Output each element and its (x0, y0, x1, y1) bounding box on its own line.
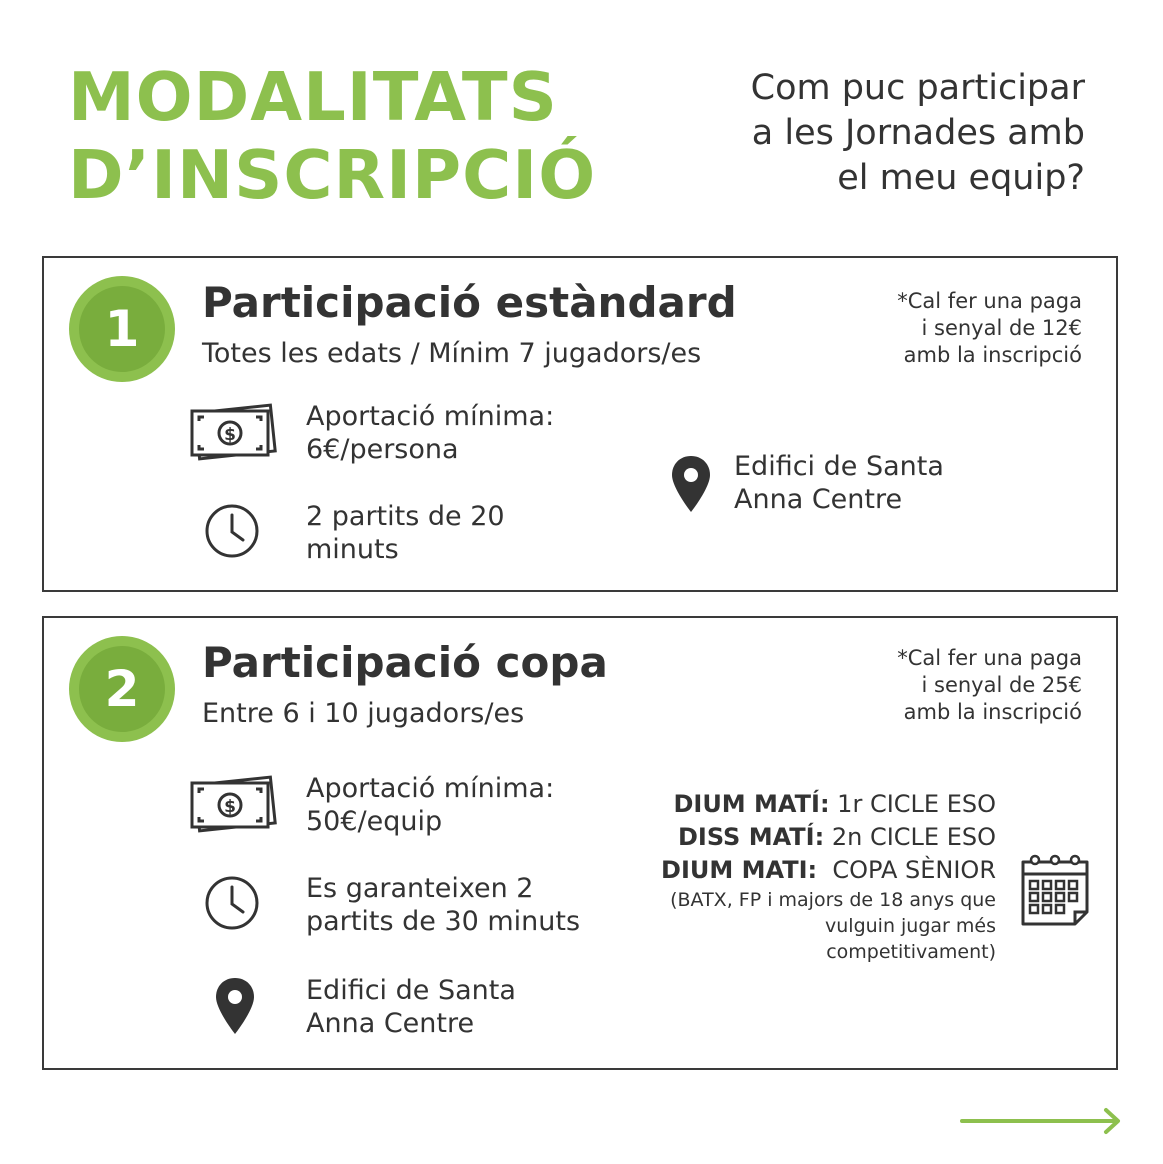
clock-icon (204, 503, 260, 559)
schedule (661, 788, 996, 965)
schedule-note-line-1: (BATX, FP i majors de 18 anys que (670, 889, 996, 911)
note-line-1: *Cal fer una paga (897, 289, 1082, 313)
money-line-1: Aportació mínima: (306, 401, 555, 432)
schedule-day: DISS MATÍ: (678, 823, 825, 851)
schedule-row (661, 821, 996, 854)
location-line-1: Edifici de Santa (306, 975, 516, 1006)
time-line-1: 2 partits de 20 (306, 501, 505, 532)
location (306, 974, 516, 1040)
question-line-1: Com puc participar (750, 68, 1085, 108)
number-badge (69, 636, 175, 742)
schedule-group: 2n CICLE ESO (824, 823, 996, 851)
min-contribution (306, 400, 554, 466)
location-line-1: Edifici de Santa (734, 451, 944, 482)
card-subtitle: Entre 6 i 10 jugadors/es (202, 698, 525, 729)
schedule-note-line-3: competitivament) (826, 941, 996, 963)
location-line-2: Anna Centre (306, 1008, 475, 1039)
location-line-2: Anna Centre (734, 484, 903, 515)
schedule-day: DIUM MATÍ: (673, 790, 830, 818)
arrow-right-icon[interactable] (960, 1106, 1124, 1136)
schedule-group: 1r CICLE ESO (829, 790, 996, 818)
card-title: Participació copa (202, 638, 608, 687)
card-subtitle: Totes les edats / Mínim 7 jugadors/es (202, 338, 702, 369)
match-duration (306, 500, 505, 566)
time-line-1: Es garanteixen 2 (306, 873, 534, 904)
schedule-row (661, 854, 996, 887)
money-line-2: 6€/persona (306, 434, 459, 465)
number-badge (69, 276, 175, 382)
note-line-1: *Cal fer una paga (897, 646, 1082, 670)
location (734, 450, 944, 516)
header-question (751, 66, 1085, 201)
title-line-1: MODALITATS (68, 58, 558, 136)
schedule-row (661, 788, 996, 821)
clock-icon (204, 875, 260, 931)
note-line-2: i senyal de 12€ (921, 316, 1082, 340)
question-line-3: el meu equip? (837, 158, 1085, 198)
deposit-note (897, 645, 1082, 726)
badge-number: 1 (79, 286, 165, 372)
title-line-2: D’INSCRIPCIÓ (68, 136, 597, 214)
calendar-icon (1019, 852, 1091, 930)
cup-participation-card (42, 616, 1118, 1070)
svg-text:$: $ (224, 797, 236, 817)
match-duration (306, 872, 580, 938)
standard-participation-card (42, 256, 1118, 592)
time-line-2: partits de 30 minuts (306, 906, 581, 937)
svg-text:$: $ (224, 425, 236, 445)
money-icon (189, 773, 277, 835)
badge-number: 2 (79, 646, 165, 732)
schedule-day: DIUM MATI: (661, 856, 818, 884)
money-icon (189, 401, 277, 463)
page-title (68, 58, 596, 214)
note-line-3: amb la inscripció (903, 343, 1082, 367)
schedule-note-line-2: vulguin jugar més (825, 915, 996, 937)
question-line-2: a les Jornades amb (751, 113, 1085, 153)
time-line-2: minuts (306, 534, 399, 565)
card-title: Participació estàndard (202, 278, 737, 327)
money-line-1: Aportació mínima: (306, 773, 555, 804)
note-line-2: i senyal de 25€ (921, 673, 1082, 697)
schedule-note (661, 887, 996, 965)
min-contribution (306, 772, 554, 838)
note-line-3: amb la inscripció (903, 700, 1082, 724)
location-pin-icon (214, 976, 256, 1036)
schedule-group: COPA SÈNIOR (817, 856, 996, 884)
deposit-note (897, 288, 1082, 369)
money-line-2: 50€/equip (306, 806, 443, 837)
location-pin-icon (670, 454, 712, 514)
